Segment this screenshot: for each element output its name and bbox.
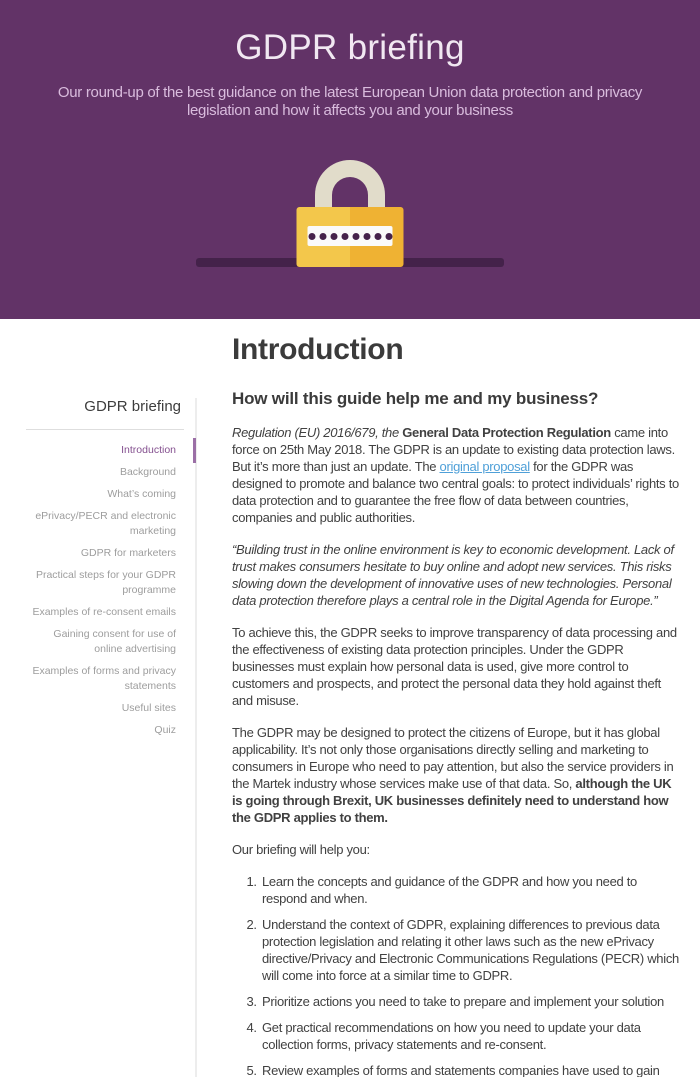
sidebar-item-examples-of-re-consent-emails[interactable]: Examples of re-consent emails bbox=[32, 606, 176, 618]
text-segment: although the UK is going through Brexit, UK businesses definitely need to understand how the GDPR applies to them. bbox=[232, 776, 672, 825]
article-body bbox=[232, 424, 680, 858]
paragraph bbox=[232, 841, 680, 858]
padlock-icon bbox=[196, 160, 504, 270]
password-strip bbox=[308, 226, 393, 246]
sidebar bbox=[0, 319, 197, 1077]
paragraph bbox=[232, 624, 680, 709]
password-dot bbox=[352, 233, 359, 240]
briefing-list-item: 3. Prioritize actions you need to take to prepare and implement your solution bbox=[260, 993, 680, 1010]
text-segment: for the GDPR was designed to promote and balance two central goals: to protect individuals’ rights to data protection and to guarantee the free flow of data between countries, companies and public authorities. bbox=[232, 459, 679, 525]
text-segment: To achieve this, the GDPR seeks to improve transparency of data processing and the effectiveness of existing data protection principles. Under the GDPR businesses must explain how personal data is used, give more control to customers and prospects, and protect the personal data they hold against theft and misuse. bbox=[232, 625, 677, 708]
password-dot bbox=[385, 233, 392, 240]
briefing-list-item: 1. Learn the concepts and guidance of the GDPR and how you need to respond and when. bbox=[260, 873, 680, 907]
briefing-list bbox=[232, 873, 680, 1077]
text-segment: came into force on 25th May 2018. The GDPR is an update to existing data protection laws. But it’s more than just an update. The bbox=[232, 425, 675, 474]
sidebar-item-useful-sites[interactable]: Useful sites bbox=[121, 702, 176, 714]
paragraph bbox=[232, 424, 680, 526]
sidebar-item-background[interactable]: Background bbox=[119, 466, 176, 478]
sidebar-item-quiz[interactable]: Quiz bbox=[154, 724, 176, 736]
page-subtitle: Our round-up of the best guidance on the latest European Union data protection and privacy legislation and how it affects you and your business bbox=[57, 84, 643, 119]
hero-header bbox=[0, 0, 700, 319]
sidebar-inner bbox=[0, 398, 197, 1077]
password-dot bbox=[308, 233, 315, 240]
briefing-list-item: 4. Get practical recommendations on how you need to update your data collection forms, privacy statements and re-consent. bbox=[260, 1019, 680, 1053]
password-dot bbox=[319, 233, 326, 240]
text-segment: “Building trust in the online environment is key to economic development. Lack of trust makes consumers hesitate to buy online and adopt new services. This risks slowing down the development of innovative uses of new technologies. Personal data protection therefore plays a central role in the Digital Agenda for Europe.” bbox=[232, 542, 674, 608]
main-content bbox=[197, 319, 700, 1077]
sidebar-item-practical-steps-for-your-gdpr-programme[interactable]: Practical steps for your GDPR programme bbox=[35, 569, 176, 596]
sidebar-item-gdpr-for-marketers[interactable]: GDPR for marketers bbox=[80, 547, 176, 559]
text-segment: Regulation (EU) 2016/679, the bbox=[232, 425, 403, 440]
section-heading: Introduction bbox=[232, 333, 404, 366]
section-subheading: How will this guide help me and my business? bbox=[232, 389, 599, 408]
sidebar-divider bbox=[26, 429, 184, 430]
text-segment: Our briefing will help you: bbox=[232, 842, 370, 857]
password-dot bbox=[374, 233, 381, 240]
paragraph bbox=[232, 724, 680, 826]
text-segment: The GDPR may be designed to protect the citizens of Europe, but it has global applicability. It’s not only those organisations directly selling and marketing to consumers in Europe who need to pay attention, but also the service providers in the Martek industry whose services make use of that data. So, bbox=[232, 725, 674, 791]
page-title: GDPR briefing bbox=[235, 28, 465, 67]
password-dot bbox=[341, 233, 348, 240]
sidebar-item-examples-of-forms-and-privacy-statements[interactable]: Examples of forms and privacy statements bbox=[32, 665, 176, 692]
sidebar-item-what-s-coming[interactable]: What’s coming bbox=[107, 488, 176, 500]
sidebar-item-eprivacy-pecr-and-electronic-marketing[interactable]: ePrivacy/PECR and electronic marketing bbox=[35, 510, 176, 537]
text-segment: General Data Protection Regulation bbox=[402, 425, 611, 440]
original-proposal-link[interactable]: original proposal bbox=[439, 459, 530, 474]
briefing-list-item: 2. Understand the context of GDPR, explaining differences to previous data protection legislation and relating it other laws such as the new ePrivacy directive/Privacy and Electronic Communications Regulations (PECR) which will come into force at a similar time to GDPR. bbox=[260, 916, 680, 984]
sidebar-title: GDPR briefing bbox=[84, 398, 181, 415]
paragraph bbox=[232, 541, 680, 609]
password-dot bbox=[330, 233, 337, 240]
sidebar-nav bbox=[26, 443, 184, 738]
sidebar-item-gaining-consent-for-use-of-online-advertising[interactable]: Gaining consent for use of online advertising bbox=[53, 628, 176, 655]
password-dot bbox=[363, 233, 370, 240]
padlock-body bbox=[297, 207, 404, 267]
sidebar-item-introduction[interactable]: Introduction bbox=[26, 443, 184, 458]
briefing-list-item: 5. Review examples of forms and statements companies have used to gain bbox=[260, 1062, 680, 1077]
content-area bbox=[0, 319, 700, 1077]
